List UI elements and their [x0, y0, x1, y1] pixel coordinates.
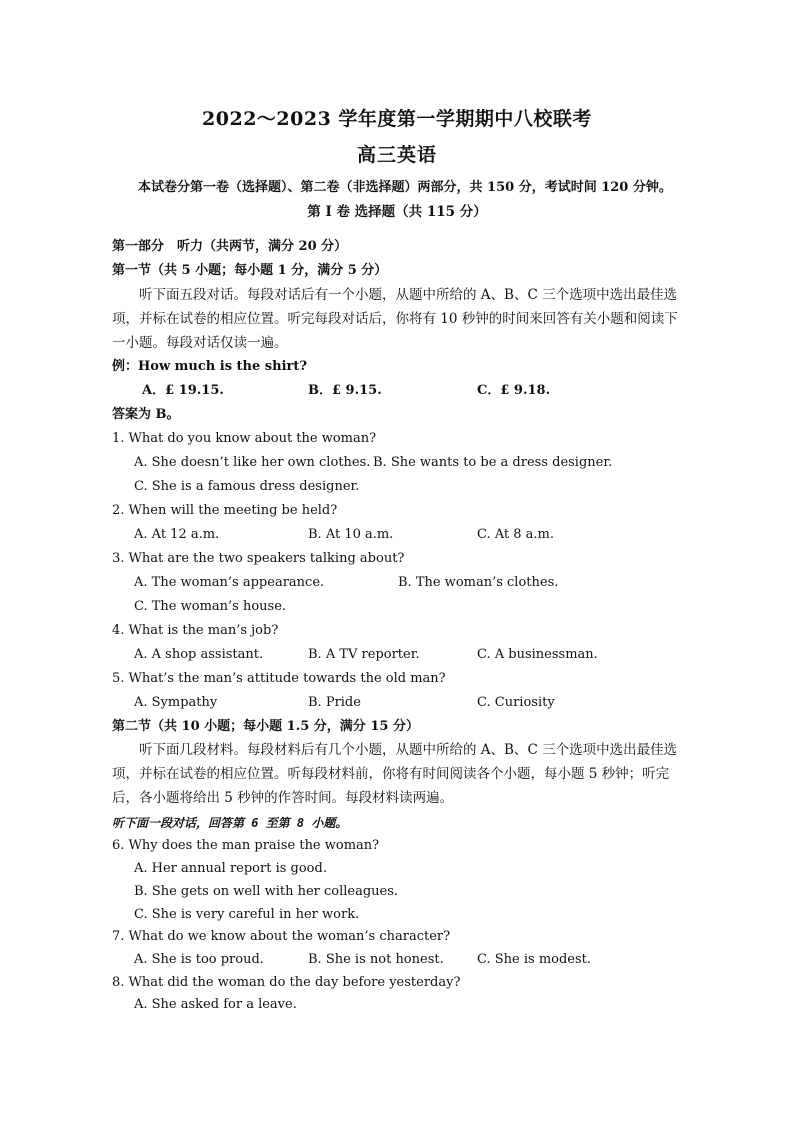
question-6-option-c: C. She is very careful in her work.	[134, 907, 360, 922]
section1-instructions: 听下面五段对话。每段对话后有一个小题，从题中所给的 A、B、C 三个选项中选出最佳选项，并标在试卷的相应位置。听完每段对话后，你将有 10 秒钟的时间来回答有关小题和阅读下一小题。每段对话仅读一遍。	[112, 287, 678, 351]
question-7-option-a: A. She is too proud.	[134, 952, 264, 967]
question-3-option-b: B. The woman’s clothes.	[398, 575, 559, 590]
part1-heading: 第一部分 听力（共两节，满分 20 分）	[112, 239, 348, 254]
section2-heading: 第二节（共 10 小题；每小题 1.5 分，满分 15 分）	[112, 719, 419, 734]
section1-heading: 第一节（共 5 小题；每小题 1 分，满分 5 分）	[112, 263, 388, 278]
question-8-option-a: A. She asked for a leave.	[134, 997, 297, 1012]
exam-intro: 本试卷分第一卷（选择题）、第二卷（非选择题）两部分，共 150 分，考试时间 120 分钟。	[138, 180, 672, 195]
question-1-option-c: C. She is a famous dress designer.	[134, 479, 360, 494]
question-6-option-b: B. She gets on well with her colleagues.	[134, 884, 399, 899]
example-option-a: A．£ 19.15.	[142, 383, 224, 398]
question-5-option-b: B. Pride	[308, 695, 361, 710]
section2-instructions: 听下面几段材料。每段材料后有几个小题，从题中所给的 A、B、C 三个选项中选出最佳选项，并标在试卷的相应位置。听每段材料前，你将有时间阅读各个小题，每小题 5 秒钟；听完后，各小题将给出 5 秒钟的作答时间。每段材料读两遍。	[112, 742, 678, 806]
volume-heading: 第 I 卷 选择题（共 115 分）	[307, 204, 487, 220]
question-7-option-c: C. She is modest.	[477, 952, 592, 967]
question-3-option-a: A. The woman’s appearance.	[134, 575, 325, 590]
question-5: 5. What’s the man’s attitude towards the old man?	[112, 671, 446, 686]
question-2-option-c: C. At 8 a.m.	[477, 527, 555, 542]
question-1-option-a: A. She doesn’t like her own clothes.	[134, 455, 371, 470]
question-6-option-a: A. Her annual report is good.	[134, 861, 327, 876]
example-option-c: C．£ 9.18.	[477, 383, 551, 398]
question-7-option-b: B. She is not honest.	[308, 952, 444, 967]
question-2-option-a: A. At 12 a.m.	[134, 527, 220, 542]
exam-subtitle: 高三英语	[356, 144, 437, 166]
example-option-b: B．£ 9.15.	[308, 383, 382, 398]
question-8: 8. What did the woman do the day before yesterday?	[112, 975, 461, 990]
question-2-option-b: B. At 10 a.m.	[308, 527, 394, 542]
question-3: 3. What are the two speakers talking about?	[112, 551, 405, 566]
section2-note: 听下面一段对话，回答第 6 至第 8 小题。	[112, 816, 348, 830]
question-7: 7. What do we know about the woman’s character?	[112, 929, 451, 944]
question-4-option-b: B. A TV reporter.	[308, 647, 420, 662]
example-question: 例：How much is the shirt?	[112, 359, 307, 374]
question-4-option-a: A. A shop assistant.	[134, 647, 264, 662]
question-5-option-c: C. Curiosity	[477, 695, 555, 710]
question-5-option-a: A. Sympathy	[134, 695, 218, 710]
question-1: 1. What do you know about the woman?	[112, 431, 377, 446]
example-answer: 答案为 B。	[112, 407, 180, 422]
question-4-option-c: C. A businessman.	[477, 647, 598, 662]
question-3-option-c: C. The woman’s house.	[134, 599, 287, 614]
question-1-option-b: B. She wants to be a dress designer.	[373, 455, 613, 470]
exam-title: 2022～2023 学年度第一学期期中八校联考	[202, 108, 592, 130]
question-4: 4. What is the man’s job?	[112, 623, 279, 638]
question-2: 2. When will the meeting be held?	[112, 503, 338, 518]
question-6: 6. Why does the man praise the woman?	[112, 838, 380, 853]
